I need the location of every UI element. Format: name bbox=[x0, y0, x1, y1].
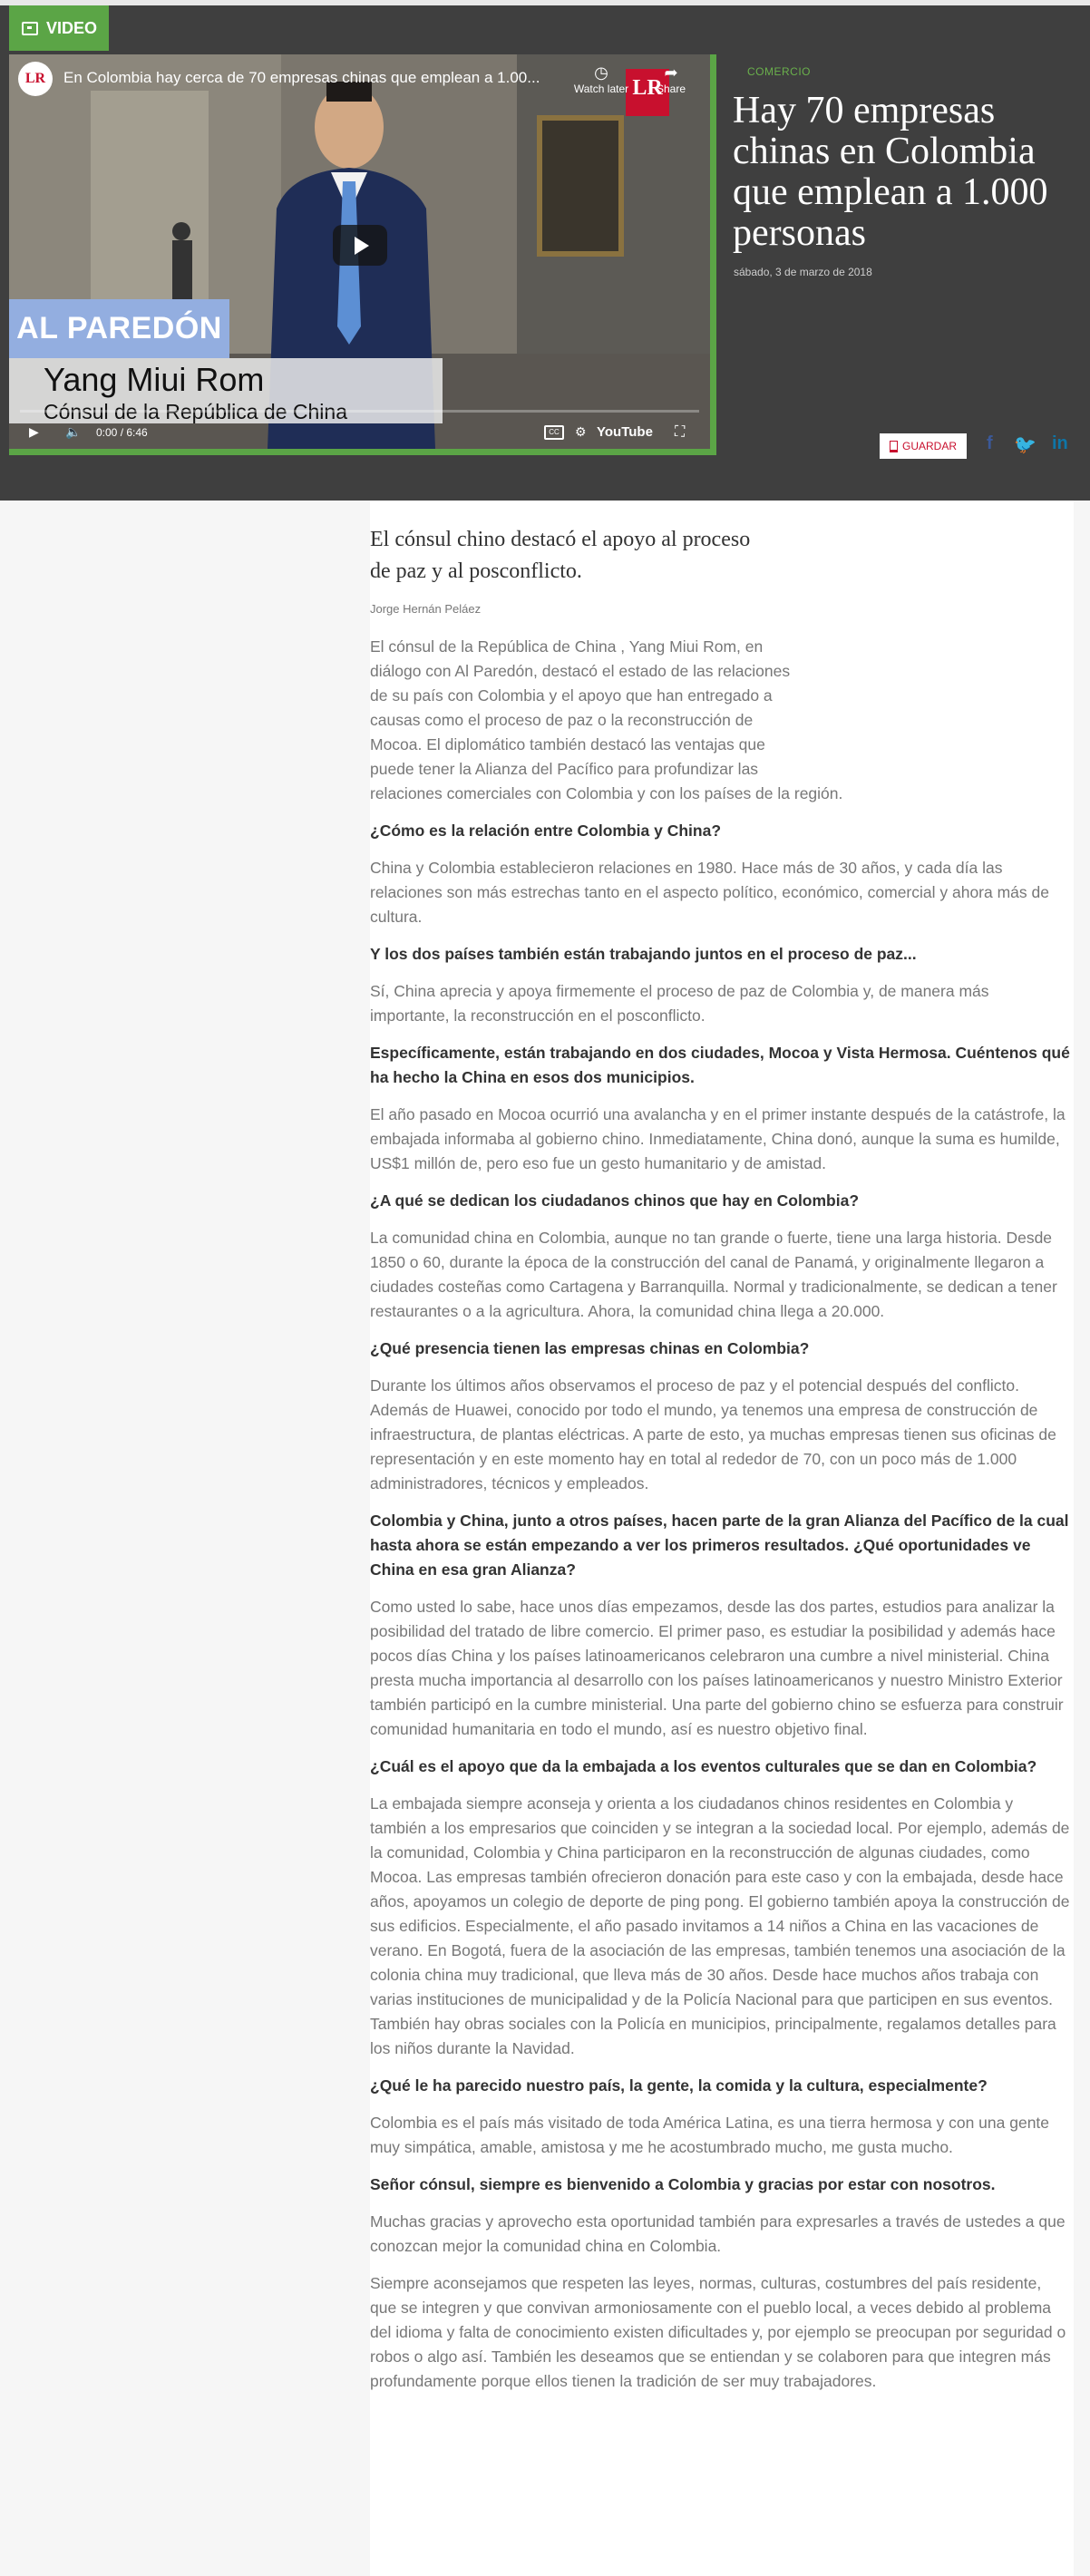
video-header-band bbox=[0, 0, 1090, 501]
top-divider bbox=[0, 0, 1090, 5]
tv-icon bbox=[22, 22, 38, 35]
interview-answer: Como usted lo sabe, hace unos días empezamos, desde las dos partes, estudios para analizar la posibilidad del tratado de libre comercio. El primer paso, es estudiar la posibilidad y además hace pocos días China y los países latinoamericanos celebraron una cumbre a nivel ministerial. China presta mucha importancia al desarrollo con los países latinoamericanos y nuestro Ministro Exterior también participó en la cumbre ministerial. Una parte del gobierno chino se esfuerza para construir comunidad humanitaria en todo el mundo, así es nuestro objetivo final. bbox=[370, 1598, 1064, 1738]
interview-answer: Colombia es el país más visitado de toda América Latina, es una tierra hermosa y con una gente muy simpática, amable, amistosa y me he acostumbrado mucho, me gusta mucho. bbox=[370, 2114, 1050, 2156]
page-title: Hay 70 empresas chinas en Colombia que emplean a 1.000 personas bbox=[733, 90, 1048, 254]
interview-answer: La embajada siempre aconseja y orienta a los ciudadanos chinos residentes en Colombia y también a los empresarios que coinciden y se integran a la sociedad local. Por ejemplo, además de la comunidad, Colombia y China participaron en la reconstrucción de algunas ciudades, como Mocoa. Las empresas también ofrecieron donación para este caso y con la embajada, desde hace años, apoyamos un colegio de deporte de ping pong. El gobierno también apoya la construcción de sus edificios. Especialmente, el año pasado invitamos a 14 niños a China en las vacaciones de verano. En Bogotá, fuera de la asociación de las empresas, también tenemos una asociación de la colonia china muy tradicional, que lleva más de 30 años. Desde hace muchos años trabaja con varias instituciones de municipalidad y de la Policía Nacional para que participen en sus eventos. También hay obras sociales con la Policía en municipios, principalmente, regalamos detalles para los niños durante la Navidad. bbox=[370, 1794, 1070, 2057]
bookmark-icon bbox=[890, 441, 898, 452]
article-intro: El cónsul de la República de China , Yang Miui Rom, en diálogo con Al Paredón, destacó el estado de las relaciones de su país con Colombia y el apoyo que han entregado a causas como el proceso de paz o la reconstrucción de Mocoa. El diplomático también destacó las ventajas que puede tener la Alianza del Pacífico para profundizar las relaciones comerciales con Colombia y con los países de la región. bbox=[370, 637, 843, 802]
play-icon[interactable]: ▶ bbox=[29, 424, 39, 439]
linkedin-icon[interactable]: in bbox=[1052, 433, 1068, 453]
lower-third bbox=[9, 358, 443, 423]
progress-bar[interactable] bbox=[20, 410, 699, 413]
publish-date: sábado, 3 de marzo de 2018 bbox=[734, 266, 872, 278]
interview-answer: El año pasado en Mocoa ocurrió una avalancha y en el primer instante después de la catástrofe, la embajada informaba al gobierno chino. Inmediatamente, China donó, aunque la suma es humilde, US$1 millón de, pero eso fue un gesto humanitario y de amistad. bbox=[370, 1105, 1066, 1172]
interview-answer: Durante los últimos años observamos el proceso de paz y el potencial después del conflicto. Además de Huawei, conocido por todo el mundo, ya tenemos una empresa de construcción de infraestructura, de plantas eléctricas. A parte de esto, ya muchas empresas tienen sus oficinas de representación y en este momento hay en total al rededor de 70, con un poco más de 1.000 administradores, técnicos y empleados. bbox=[370, 1376, 1056, 1492]
article-subtitle: El cónsul chino destacó el apoyo al proceso de paz y al posconflicto. bbox=[370, 528, 751, 583]
ad-slot bbox=[793, 635, 1070, 782]
interview-question: ¿Qué presencia tienen las empresas chinas en Colombia? bbox=[370, 1339, 810, 1357]
interview-question: ¿Qué le ha parecido nuestro país, la gente, la comida y la cultura, especialmente? bbox=[370, 2076, 988, 2095]
share-icon: ➦ bbox=[664, 63, 678, 82]
clock-icon: ◷ bbox=[594, 63, 608, 82]
save-button[interactable] bbox=[880, 433, 967, 459]
volume-icon[interactable]: 🔈 bbox=[65, 424, 82, 439]
time-display: 0:00 / 6:46 bbox=[96, 426, 148, 439]
interview-question: Señor cónsul, siempre es bienvenido a Colombia y gracias por estar con nosotros. bbox=[370, 2175, 996, 2193]
watch-later-label: Watch later bbox=[573, 83, 629, 95]
video-title[interactable]: En Colombia hay cerca de 70 empresas chinas que emplean a 1.00... bbox=[63, 69, 540, 86]
article-body bbox=[370, 635, 1070, 2406]
guest-name: Yang Miui Rom bbox=[44, 361, 265, 398]
fullscreen-icon[interactable]: ⛶ bbox=[675, 424, 686, 440]
guest-role: Cónsul de la República de China bbox=[44, 400, 347, 423]
youtube-logo[interactable]: YouTube bbox=[597, 424, 653, 440]
channel-logo[interactable]: LR bbox=[18, 62, 53, 96]
video-tab-label: VIDEO bbox=[46, 18, 98, 37]
interview-question: ¿Cuál es el apoyo que da la embajada a los eventos culturales que se dan en Colombia? bbox=[370, 1757, 1037, 1775]
twitter-icon[interactable]: 🐦 bbox=[1014, 435, 1036, 455]
video-tab[interactable] bbox=[9, 5, 109, 51]
interview-question: ¿Cómo es la relación entre Colombia y China? bbox=[370, 821, 722, 840]
interview-question: Colombia y China, junto a otros países, hacen parte de la gran Alianza del Pacífico de la cual hasta ahora se están empezando a ver los primeros resultados. ¿Qué oportunidades ve China en esa gran Alianza? bbox=[370, 1512, 1069, 1579]
interview-answer: Siempre aconsejamos que respeten las leyes, normas, culturas, costumbres del país residente, que se integren y que convivan armoniosamente con el pueblo local, a veces debido al problema del idioma y falta de conocimiento existen dificultades y, por ejemplo se preocupan por seguridad o robos o algo así. También les deseamos que se entiendan y se colaboren para que integren más profundamente porque ellos tienen la tradición de ser muy trabajadores. bbox=[370, 2274, 1066, 2390]
share-label: Share bbox=[656, 83, 686, 95]
interview-answer: China y Colombia establecieron relaciones en 1980. Hace más de 30 años, y cada día las relaciones son más estrechas tanto en el aspecto político, económico, comercial y ahora más de cultura. bbox=[370, 859, 1049, 926]
player-controls bbox=[9, 417, 710, 449]
captions-button[interactable]: CC bbox=[544, 425, 564, 440]
save-label: GUARDAR bbox=[901, 440, 957, 452]
interview-answer: Sí, China aprecia y apoya firmemente el proceso de paz de Colombia y, de manera más importante, la reconstrucción en el posconflicto. bbox=[370, 982, 989, 1025]
watch-later-button[interactable] bbox=[569, 63, 633, 95]
interview-question: ¿A qué se dedican los ciudadanos chinos que hay en Colombia? bbox=[370, 1191, 860, 1210]
author-name[interactable]: Jorge Hernán Peláez bbox=[370, 602, 482, 616]
category-link[interactable]: COMERCIO bbox=[747, 65, 811, 78]
interview-answer: Muchas gracias y aprovecho esta oportunidad también para expresarles a través de ustedes a que conozcan mejor la comunidad china en Colombia. bbox=[370, 2212, 1066, 2255]
lr-watermark: LR bbox=[626, 69, 669, 116]
share-button[interactable] bbox=[644, 63, 698, 95]
segment-label: AL PAREDÓN bbox=[9, 299, 229, 358]
video-player[interactable] bbox=[9, 54, 716, 455]
interview-question: Y los dos países también están trabajando juntos en el proceso de paz... bbox=[370, 945, 917, 963]
interview-answer: La comunidad china en Colombia, aunque no tan grande o fuerte, tiene una larga historia. Desde 1850 o 60, durante la época de la construcción del canal de Panamá, y originalmente llegaron a ciudades costeñas como Cartagena y Barranquilla. Normal y tradicionalmente, se dedican a tener restaurantes o a la agricultura. Ahora, la comunidad china llega a 20.000. bbox=[370, 1229, 1057, 1320]
facebook-icon[interactable]: f bbox=[987, 433, 993, 453]
article-paragraphs bbox=[370, 819, 1070, 2394]
settings-icon[interactable]: ⚙ bbox=[575, 424, 587, 439]
interview-question: Específicamente, están trabajando en dos ciudades, Mocoa y Vista Hermosa. Cuéntenos qué ha hecho la China en esos dos municipios. bbox=[370, 1044, 1070, 1086]
play-button[interactable] bbox=[333, 225, 387, 266]
